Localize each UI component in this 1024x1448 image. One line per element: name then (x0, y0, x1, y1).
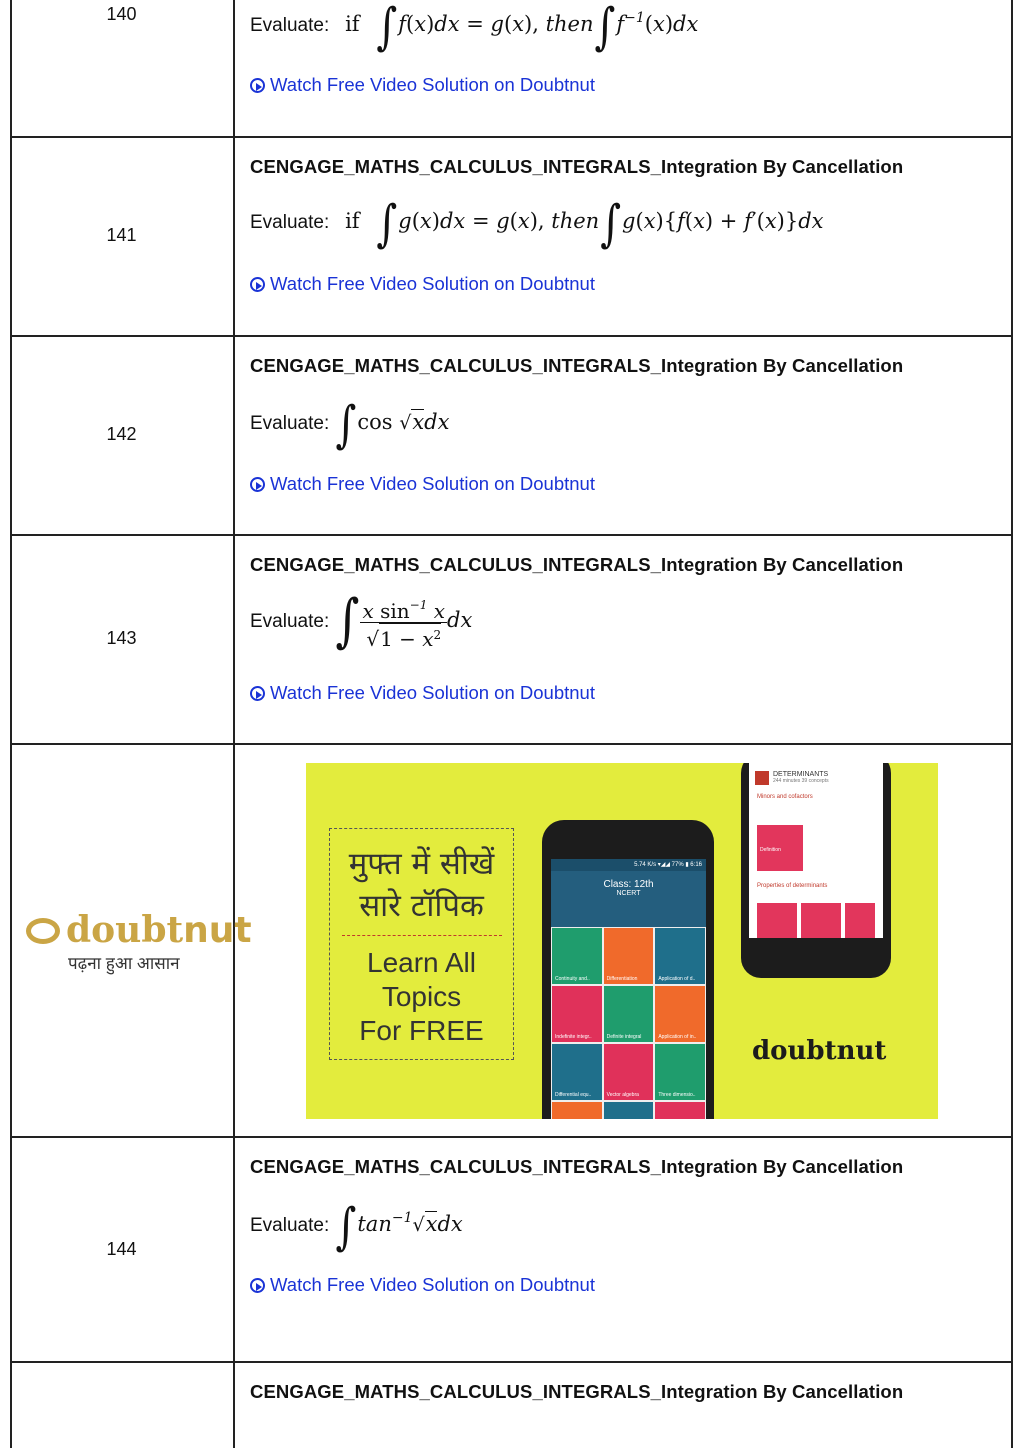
logo-tagline: पढ़ना हुआ आसान (68, 954, 180, 973)
topic-tile: Application of in.. (655, 986, 705, 1042)
watch-video-link[interactable]: Watch Free Video Solution on Doubtnut (250, 74, 595, 96)
banner-brand: doubtnut (752, 1036, 887, 1066)
topic-tile: Continuity and.. (552, 928, 602, 984)
question-prefix: Evaluate: (250, 1215, 330, 1236)
topic-tile: Differentiation (604, 928, 654, 984)
question-title: CENGAGE_MATHS_CALCULUS_INTEGRALS_Integration By Cancellation (250, 355, 904, 376)
topic-tile: Indefinite integr.. (552, 986, 602, 1042)
play-icon (250, 477, 265, 492)
topic-tile: Application of d.. (655, 928, 705, 984)
watch-video-link[interactable]: Watch Free Video Solution on Doubtnut (250, 1274, 595, 1296)
doubtnut-logo: doubtnut पढ़ना हुआ आसान (26, 910, 216, 974)
topic-tile: Three dimensio.. (655, 1044, 705, 1100)
row-divider (12, 1361, 1011, 1363)
topic-tile (552, 1102, 602, 1119)
row-number: 143 (106, 628, 137, 648)
question-title: CENGAGE_MATHS_CALCULUS_INTEGRALS_Integration By Cancellation (250, 554, 904, 575)
question-prefix: Evaluate: (250, 212, 330, 233)
row-divider (12, 743, 1011, 745)
phone-screen: 5.74 K/s ▾◢◢ 77% ▮ 6:16 Class: 12th NCERT Continuity and.. Differentiation Application of d.. Indefinite integr.. Definite integral Application of in.. Differential equ.. Vector algebra Three dimensio.. (551, 859, 706, 1119)
watch-video-link[interactable]: Watch Free Video Solution on Doubtnut (250, 273, 595, 295)
promo-text-box: मुफ्त में सीखें सारे टॉपिक Learn All Topics For FREE (329, 828, 514, 1060)
play-icon (250, 1278, 265, 1293)
row-divider (12, 534, 1011, 536)
question-prefix: Evaluate: (250, 15, 330, 36)
question-141: Evaluate: if ∫g(x)dx = g(x), then∫g(x){f(x) + f′(x)}dx (250, 195, 824, 253)
question-142: Evaluate: ∫cos √xdx (250, 396, 450, 454)
question-title: CENGAGE_MATHS_CALCULUS_INTEGRALS_Integration By Cancellation (250, 1156, 904, 1177)
question-140: Evaluate: if ∫f(x)dx = g(x), $then\int f^{-1}(x)dx$ (250, 0, 699, 56)
watch-video-link[interactable]: Watch Free Video Solution on Doubtnut (250, 473, 595, 495)
row-divider (12, 335, 1011, 337)
topic-tile (655, 1102, 705, 1119)
question-143: Evaluate: ∫ $\frac{x \sin^{-1} x}{√1 - x^2}$ dx (250, 586, 473, 654)
play-icon (250, 686, 265, 701)
topic-tile: Vector algebra (604, 1044, 654, 1100)
watch-video-link[interactable]: Watch Free Video Solution on Doubtnut (250, 682, 595, 704)
column-divider (233, 0, 235, 1448)
row-divider (12, 136, 1011, 138)
question-prefix: Evaluate: (250, 611, 330, 633)
row-number: 141 (106, 225, 137, 245)
doubtnut-mark-icon (26, 918, 60, 944)
phone-screen-2: DETERMINANTS 244 minutes 39 concepts Minors and cofactors Definition Properties of determinants (749, 763, 883, 938)
row-number: 142 (106, 424, 137, 444)
question-title: CENGAGE_MATHS_CALCULUS_INTEGRALS_Integration By Cancellation (250, 156, 904, 177)
row-divider (12, 1136, 1011, 1138)
promo-banner[interactable] (306, 763, 938, 1119)
row-number: 140 (106, 4, 137, 24)
topic-tile (604, 1102, 654, 1119)
question-prefix: Evaluate: (250, 413, 330, 434)
question-title: CENGAGE_MATHS_CALCULUS_INTEGRALS_Integration By Cancellation (250, 1381, 904, 1402)
row-number: 144 (106, 1239, 137, 1259)
topic-tile: Differential equ.. (552, 1044, 602, 1100)
play-icon (250, 78, 265, 93)
play-icon (250, 277, 265, 292)
topic-tile: Definite integral (604, 986, 654, 1042)
question-144: Evaluate: $\int\tan^{-1}√xdx$ (250, 1198, 463, 1256)
